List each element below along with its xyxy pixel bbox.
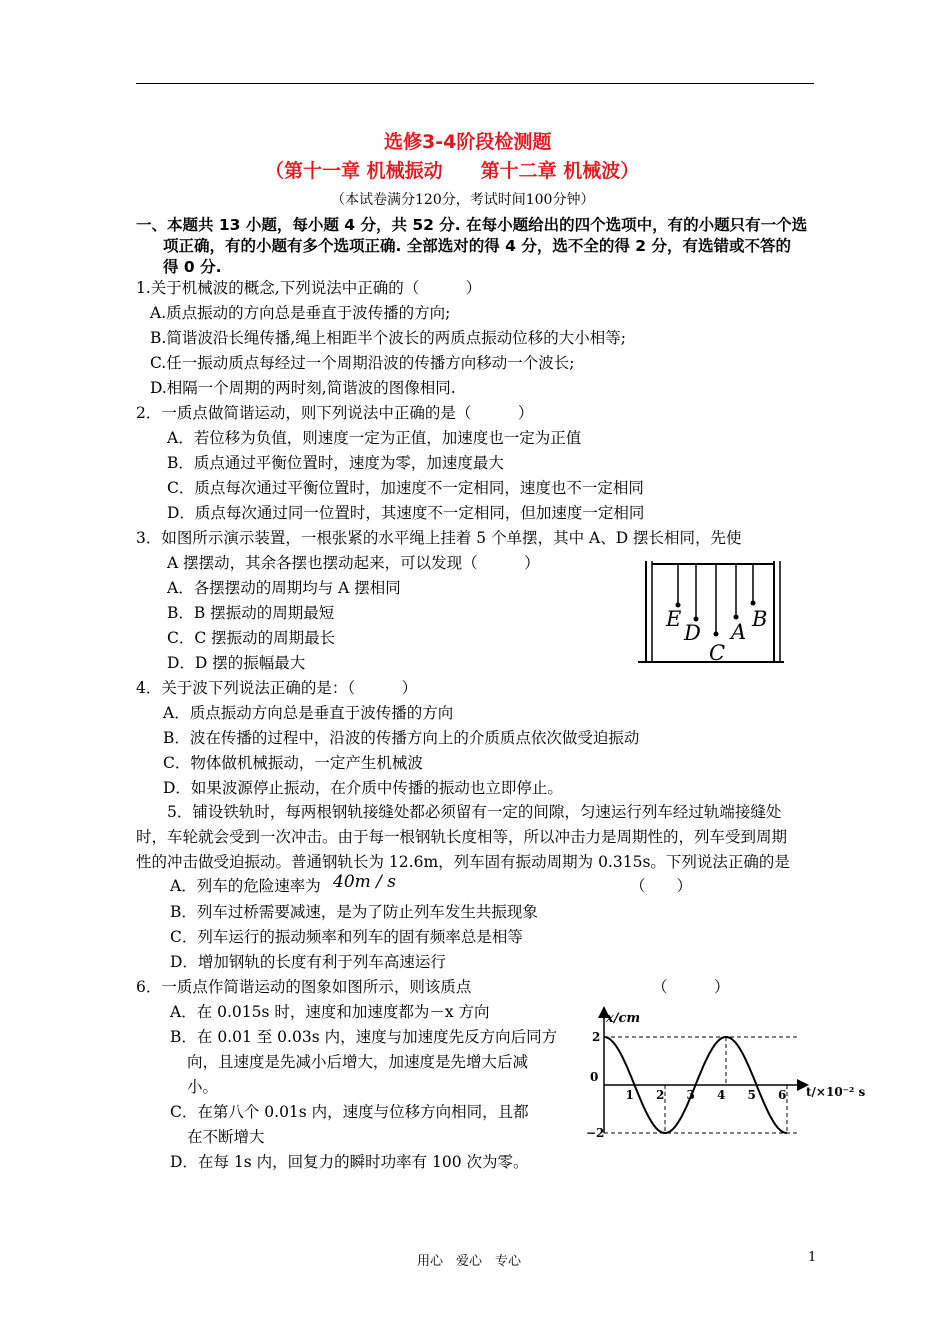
question-3-option-c: C．C 摆振动的周期最长 xyxy=(167,629,336,647)
question-6-option-b-cont-1: 向，且速度是先减小后增大，加速度是先增大后减 xyxy=(187,1053,529,1071)
question-4-stem: 4．关于波下列说法正确的是：（ ） xyxy=(136,679,418,697)
question-1-option-d: D.相隔一个周期的两时刻,简谐波的图像相同. xyxy=(150,379,456,397)
question-3-stem-line-2: A 摆摆动，其余各摆也摆动起来，可以发现（ ） xyxy=(167,554,540,572)
footer-motto: 用心 爱心 专心 xyxy=(417,1254,522,1269)
question-2-option-c: C．质点每次通过平衡位置时，加速度不一定相同，速度也不一定相同 xyxy=(167,479,644,497)
oscillation-graph xyxy=(584,1005,866,1140)
question-6-option-b-cont-2: 小。 xyxy=(187,1078,219,1096)
question-1-option-b: B.简谐波沿长绳传播,绳上相距半个波长的两质点振动位移的大小相等; xyxy=(150,329,626,347)
pendulum-label-d: D xyxy=(684,621,701,645)
question-5-option-b: B．列车过桥需要减速，是为了防止列车发生共振现象 xyxy=(170,903,538,921)
question-5-option-d: D．增加钢轨的长度有利于列车高速运行 xyxy=(170,953,446,971)
page-subtitle: （第十一章 机械振动 第十二章 机械波） xyxy=(265,160,640,182)
question-5-option-a: A．列车的危险速率为 xyxy=(170,877,321,895)
question-5-stem-line-3: 性的冲击做受迫振动。普通钢轨长为 12.6m，列车固有振动周期为 0.315s。下列说法正确的是 xyxy=(136,853,790,871)
question-3-option-d: D．D 摆的振幅最大 xyxy=(167,654,306,672)
question-4-option-a: A．质点振动方向总是垂直于波传播的方向 xyxy=(163,704,454,722)
question-2-option-a: A．若位移为负值，则速度一定为正值，加速度也一定为正值 xyxy=(167,429,582,447)
graph-xtick-3: 3 xyxy=(686,1088,695,1102)
question-3-stem-line-1: 3．如图所示演示装置，一根张紧的水平绳上挂着 5 个单摆，其中 A、D 摆长相同，先使 xyxy=(136,529,742,547)
graph-xtick-4: 4 xyxy=(717,1088,726,1102)
graph-ytick-min: −2 xyxy=(586,1126,605,1140)
question-6-option-c: C．在第八个 0.01s 内，速度与位移方向相同，且都 xyxy=(170,1103,529,1121)
graph-xtick-5: 5 xyxy=(747,1088,756,1102)
question-3-option-a: A．各摆摆动的周期均与 A 摆相同 xyxy=(167,579,401,597)
graph-xtick-1: 1 xyxy=(625,1088,634,1102)
question-6-option-b: B．在 0.01 至 0.03s 内，速度与加速度先反方向后同方 xyxy=(170,1028,558,1046)
graph-ytick-max: 2 xyxy=(592,1030,601,1044)
graph-y-label: x/cm xyxy=(606,1011,641,1026)
question-6-answer-paren: （ ） xyxy=(652,978,730,996)
section-instructions-line-2: 项正确，有的小题有多个选项正确. 全部选对的得 4 分，选不全的得 2 分，有选错或不答的 xyxy=(163,237,791,255)
question-2-stem: 2．一质点做简谐运动，则下列说法中正确的是（ ） xyxy=(136,404,534,422)
question-6-option-a: A．在 0.015s 时，速度和加速度都为－x 方向 xyxy=(170,1003,490,1021)
page-number: 1 xyxy=(808,1250,817,1265)
graph-x-label: t/×10⁻² s xyxy=(806,1085,866,1099)
question-5-stem-line-1: 5．铺设铁轨时，每两根钢轨接缝处都必须留有一定的间隙，匀速运行列车经过轨端接缝处 xyxy=(167,803,782,821)
question-1-option-c: C.任一振动质点每经过一个周期沿波的传播方向移动一个波长; xyxy=(150,354,575,372)
header-rule xyxy=(136,83,814,84)
graph-origin-label: 0 xyxy=(590,1070,599,1084)
question-2-option-b: B．质点通过平衡位置时，速度为零，加速度最大 xyxy=(167,454,504,472)
question-6-option-c-cont: 在不断增大 xyxy=(187,1128,265,1146)
question-2-option-d: D．质点每次通过同一位置时，其速度不一定相同，但加速度一定相同 xyxy=(167,504,645,522)
page-title: 选修3-4阶段检测题 xyxy=(384,131,552,153)
question-4-option-d: D．如果波源停止振动，在介质中传播的振动也立即停止。 xyxy=(163,779,563,797)
section-instructions-line-3: 得 0 分. xyxy=(163,258,222,276)
question-4-option-b: B．波在传播的过程中，沿波的传播方向上的介质质点依次做受迫振动 xyxy=(163,729,640,747)
question-5-answer-paren: （ ） xyxy=(630,877,693,895)
exam-note: （本试卷满分120分，考试时间100分钟） xyxy=(331,192,595,208)
question-6-option-d: D．在每 1s 内，回复力的瞬时功率有 100 次为零。 xyxy=(170,1153,529,1171)
question-1-option-a: A.质点振动的方向总是垂直于波传播的方向; xyxy=(150,304,451,322)
section-instructions-line-1: 一、本题共 13 小题，每小题 4 分，共 52 分. 在每小题给出的四个选项中，有的小题只有一个选 xyxy=(136,216,808,234)
question-3-option-b: B．B 摆振动的周期最短 xyxy=(167,604,335,622)
pendulum-label-b: B xyxy=(752,607,768,631)
pendulum-figure xyxy=(636,558,786,666)
graph-xtick-2: 2 xyxy=(656,1088,665,1102)
question-5-stem-line-2: 时，车轮就会受到一次冲击。由于每一根钢轨长度相等，所以冲击力是周期性的，列车受到周期 xyxy=(136,828,788,846)
question-4-option-c: C．物体做机械振动，一定产生机械波 xyxy=(163,754,423,772)
question-1-stem: 1.关于机械波的概念,下列说法中正确的（ ） xyxy=(136,279,482,297)
question-5-option-c: C．列车运行的振动频率和列车的固有频率总是相等 xyxy=(170,928,523,946)
pendulum-label-c: C xyxy=(709,641,726,665)
question-5-option-a-speed: 40m / s xyxy=(333,872,397,892)
question-6-stem: 6．一质点作简谐运动的图象如图所示，则该质点 xyxy=(136,978,472,996)
pendulum-label-e: E xyxy=(666,607,682,631)
pendulum-label-a: A xyxy=(731,620,747,644)
graph-xtick-6: 6 xyxy=(778,1088,787,1102)
